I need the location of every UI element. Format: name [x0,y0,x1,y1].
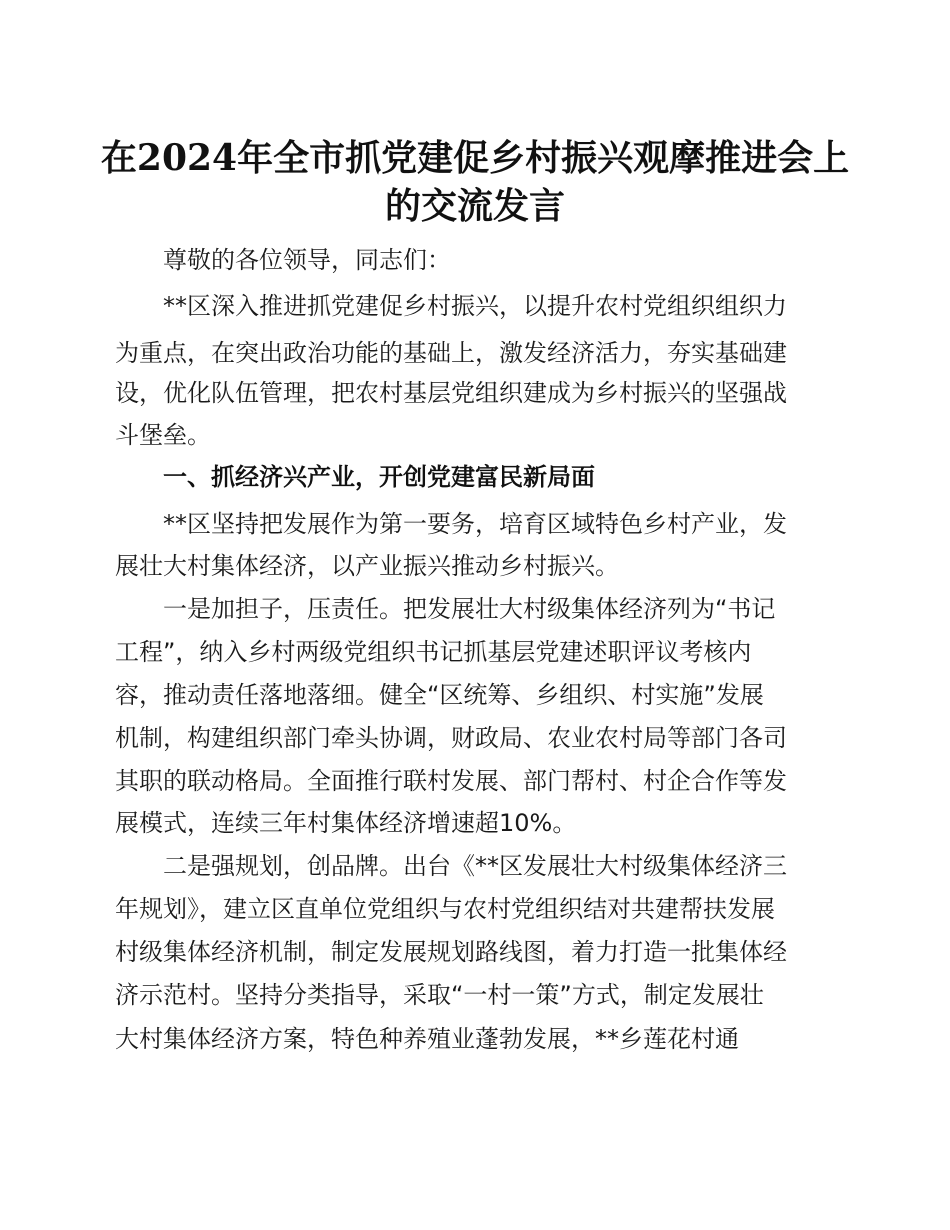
salutation: 尊敬的各位领导，同志们： [163,246,451,274]
paragraph-line: 其职的联动格局。全面推行联村发展、部门帮村、村企合作等发 [115,767,787,795]
paragraph-line: 工程”，纳入乡村两级党组织书记抓基层党建述职评议考核内 [115,638,752,666]
paragraph-line: 展模式，连续三年村集体经济增速超10%。 [115,809,577,837]
paragraph-line: 设，优化队伍管理，把农村基层党组织建成为乡村振兴的坚强战 [115,379,787,407]
paragraph-line: 大村集体经济方案，特色种养殖业蓬勃发展，**乡莲花村通 [115,1025,739,1053]
paragraph-line: **区坚持把发展作为第一要务，培育区域特色乡村产业，发 [163,510,787,538]
paragraph-line: 斗堡垒。 [115,421,211,449]
paragraph-line: **区深入推进抓党建促乡村振兴，以提升农村党组织组织力 [163,292,787,320]
paragraph-line: 济示范村。坚持分类指导，采取“一村一策”方式，制定发展壮 [115,981,764,1009]
paragraph-line: 村级集体经济机制，制定发展规划路线图，着力打造一批集体经 [115,938,787,966]
paragraph-line: 容，推动责任落地落细。健全“区统筹、乡组织、村实施”发展 [115,681,764,709]
title-line-2: 的交流发言 [384,185,565,227]
paragraph-line: 机制，构建组织部门牵头协调，财政局、农业农村局等部门各司 [115,724,787,752]
paragraph-line: 年规划》，建立区直单位党组织与农村党组织结对共建帮扶发展 [115,895,775,923]
paragraph-line: 展壮大村集体经济，以产业振兴推动乡村振兴。 [115,552,619,580]
section-heading: 一、抓经济兴产业，开创党建富民新局面 [163,463,595,491]
paragraph-line: 二是强规划，创品牌。出台《**区发展壮大村级集体经济三 [163,852,787,880]
title-line-1: 在2024年全市抓党建促乡村振兴观摩推进会上 [100,137,850,179]
paragraph-line: 为重点，在突出政治功能的基础上，激发经济活力，夯实基础建 [115,339,787,367]
paragraph-line: 一是加担子，压责任。把发展壮大村级集体经济列为“书记 [163,595,776,623]
